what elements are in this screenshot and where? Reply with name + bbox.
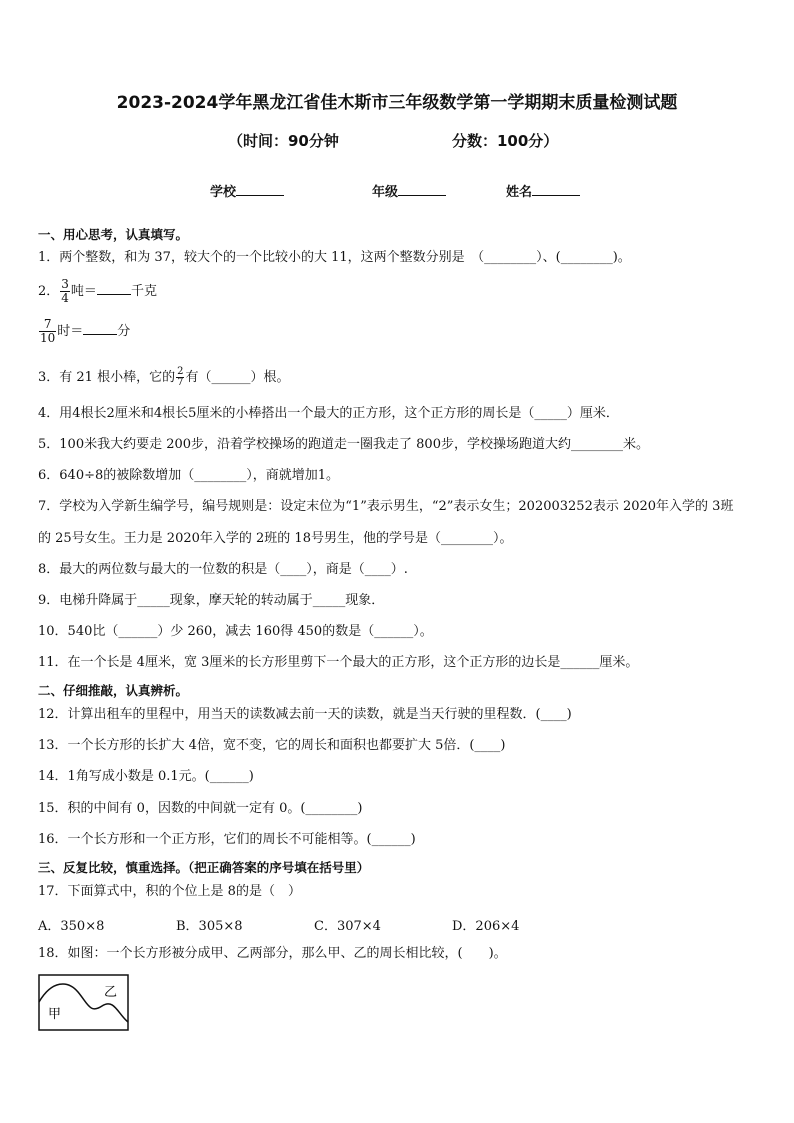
question-2-part-2: $\frac{7}{10}$ 时＝ 分 xyxy=(40,317,131,345)
question-7-line-1: 7．学校为入学新生编学号，编号规则是：设定末位为“1”表示男生，“2”表示女生；202003252表示 2020年入学的 3班 xyxy=(38,499,734,514)
option-d[interactable]: D．206×4 xyxy=(452,919,520,934)
grade-field xyxy=(372,181,446,200)
section-1-heading: 一、用心思考，认真填写。 xyxy=(38,227,189,242)
question-14: 14．1角写成小数是 0.1元。(______) xyxy=(38,769,254,784)
question-11: 11．在一个长是 4厘米，宽 3厘米的长方形里剪下一个最大的正方形，这个正方形的边长是______厘米。 xyxy=(38,655,639,670)
question-4: 4．用4根长2厘米和4根长5厘米的小棒搭出一个最大的正方形，这个正方形的周长是（_____）厘米． xyxy=(38,406,619,421)
question-2-number: 2． xyxy=(38,284,60,299)
question-5: 5．100米我大约要走 200步，沿着学校操场的跑道走一圈我走了 800步，学校操场跑道大约________米。 xyxy=(38,437,649,452)
option-b[interactable]: B．305×8 xyxy=(176,919,243,934)
question-16: 16．一个长方形和一个正方形，它们的周长不可能相等。(______) xyxy=(38,832,416,847)
label-yi: 乙 xyxy=(104,985,118,1000)
question-3: 3．有 21 根小棒，它的 $\frac{2}{7}$ 有（______）根。 xyxy=(38,366,290,388)
exam-title: 2023-2024学年黑龙江省佳木斯市三年级数学第一学期期末质量检测试题 xyxy=(116,93,678,113)
question-7-line-2: 的 25号女生。王力是 2020年入学的 2班的 18号男生，他的学号是（________）。 xyxy=(38,531,513,546)
question-18: 18．如图：一个长方形被分成甲、乙两部分，那么甲、乙的周长相比较，( )。 xyxy=(38,946,507,961)
school-label: 学校 xyxy=(210,185,237,200)
school-blank[interactable] xyxy=(236,181,284,196)
answer-blank[interactable] xyxy=(97,280,131,295)
name-label: 姓名 xyxy=(506,185,533,200)
section-2-heading: 二、仔细推敲，认真辨析。 xyxy=(38,683,189,698)
answer-blank[interactable] xyxy=(83,320,117,335)
grade-label: 年级 xyxy=(372,185,399,200)
option-c[interactable]: C．307×4 xyxy=(314,919,381,934)
grade-blank[interactable] xyxy=(398,181,446,196)
fraction-7-10: $\frac{7}{10}$ xyxy=(40,317,56,345)
question-6: 6．640÷8的被除数增加（________），商就增加1。 xyxy=(38,468,340,483)
fraction-2-7: $\frac{2}{7}$ xyxy=(177,366,184,388)
question-17: 17．下面算式中，积的个位上是 8的是（ ） xyxy=(38,884,301,899)
question-10: 10．540比（______）少 260，减去 160得 450的数是（______）。 xyxy=(38,624,433,639)
question-9: 9．电梯升降属于_____现象，摩天轮的转动属于_____现象． xyxy=(38,593,385,608)
name-field xyxy=(506,181,580,200)
question-12: 12．计算出租车的里程中，用当天的读数减去前一天的读数，就是当天行驶的里程数．(____) xyxy=(38,707,572,722)
label-jia: 甲 xyxy=(48,1007,62,1022)
option-a[interactable]: A．350×8 xyxy=(38,919,105,934)
question-8: 8．最大的两位数与最大的一位数的积是（____），商是（____）. xyxy=(38,562,408,577)
fraction-3-4: $\frac{3}{4}$ xyxy=(61,277,69,305)
question-2-part-1: 2． $\frac{3}{4}$ 吨＝ 千克 xyxy=(38,277,157,305)
school-field xyxy=(210,181,284,200)
rectangle-figure xyxy=(38,974,130,1032)
question-13: 13．一个长方形的长扩大 4倍，宽不变，它的周长和面积也都要扩大 5倍．(____) xyxy=(38,738,506,753)
section-3-heading: 三、反复比较，慎重选择。（把正确答案的序号填在括号里） xyxy=(38,860,370,875)
name-blank[interactable] xyxy=(532,181,580,196)
question-1: 1．两个整数，和为 37，较大个的一个比较小的大 11，这两个整数分别是 （________）、(________)。 xyxy=(38,250,631,265)
question-15: 15．积的中间有 0，因数的中间就一定有 0。(________) xyxy=(38,801,363,816)
exam-score: 分数：100分） xyxy=(452,132,559,150)
exam-time: （时间：90分钟 xyxy=(228,132,339,150)
